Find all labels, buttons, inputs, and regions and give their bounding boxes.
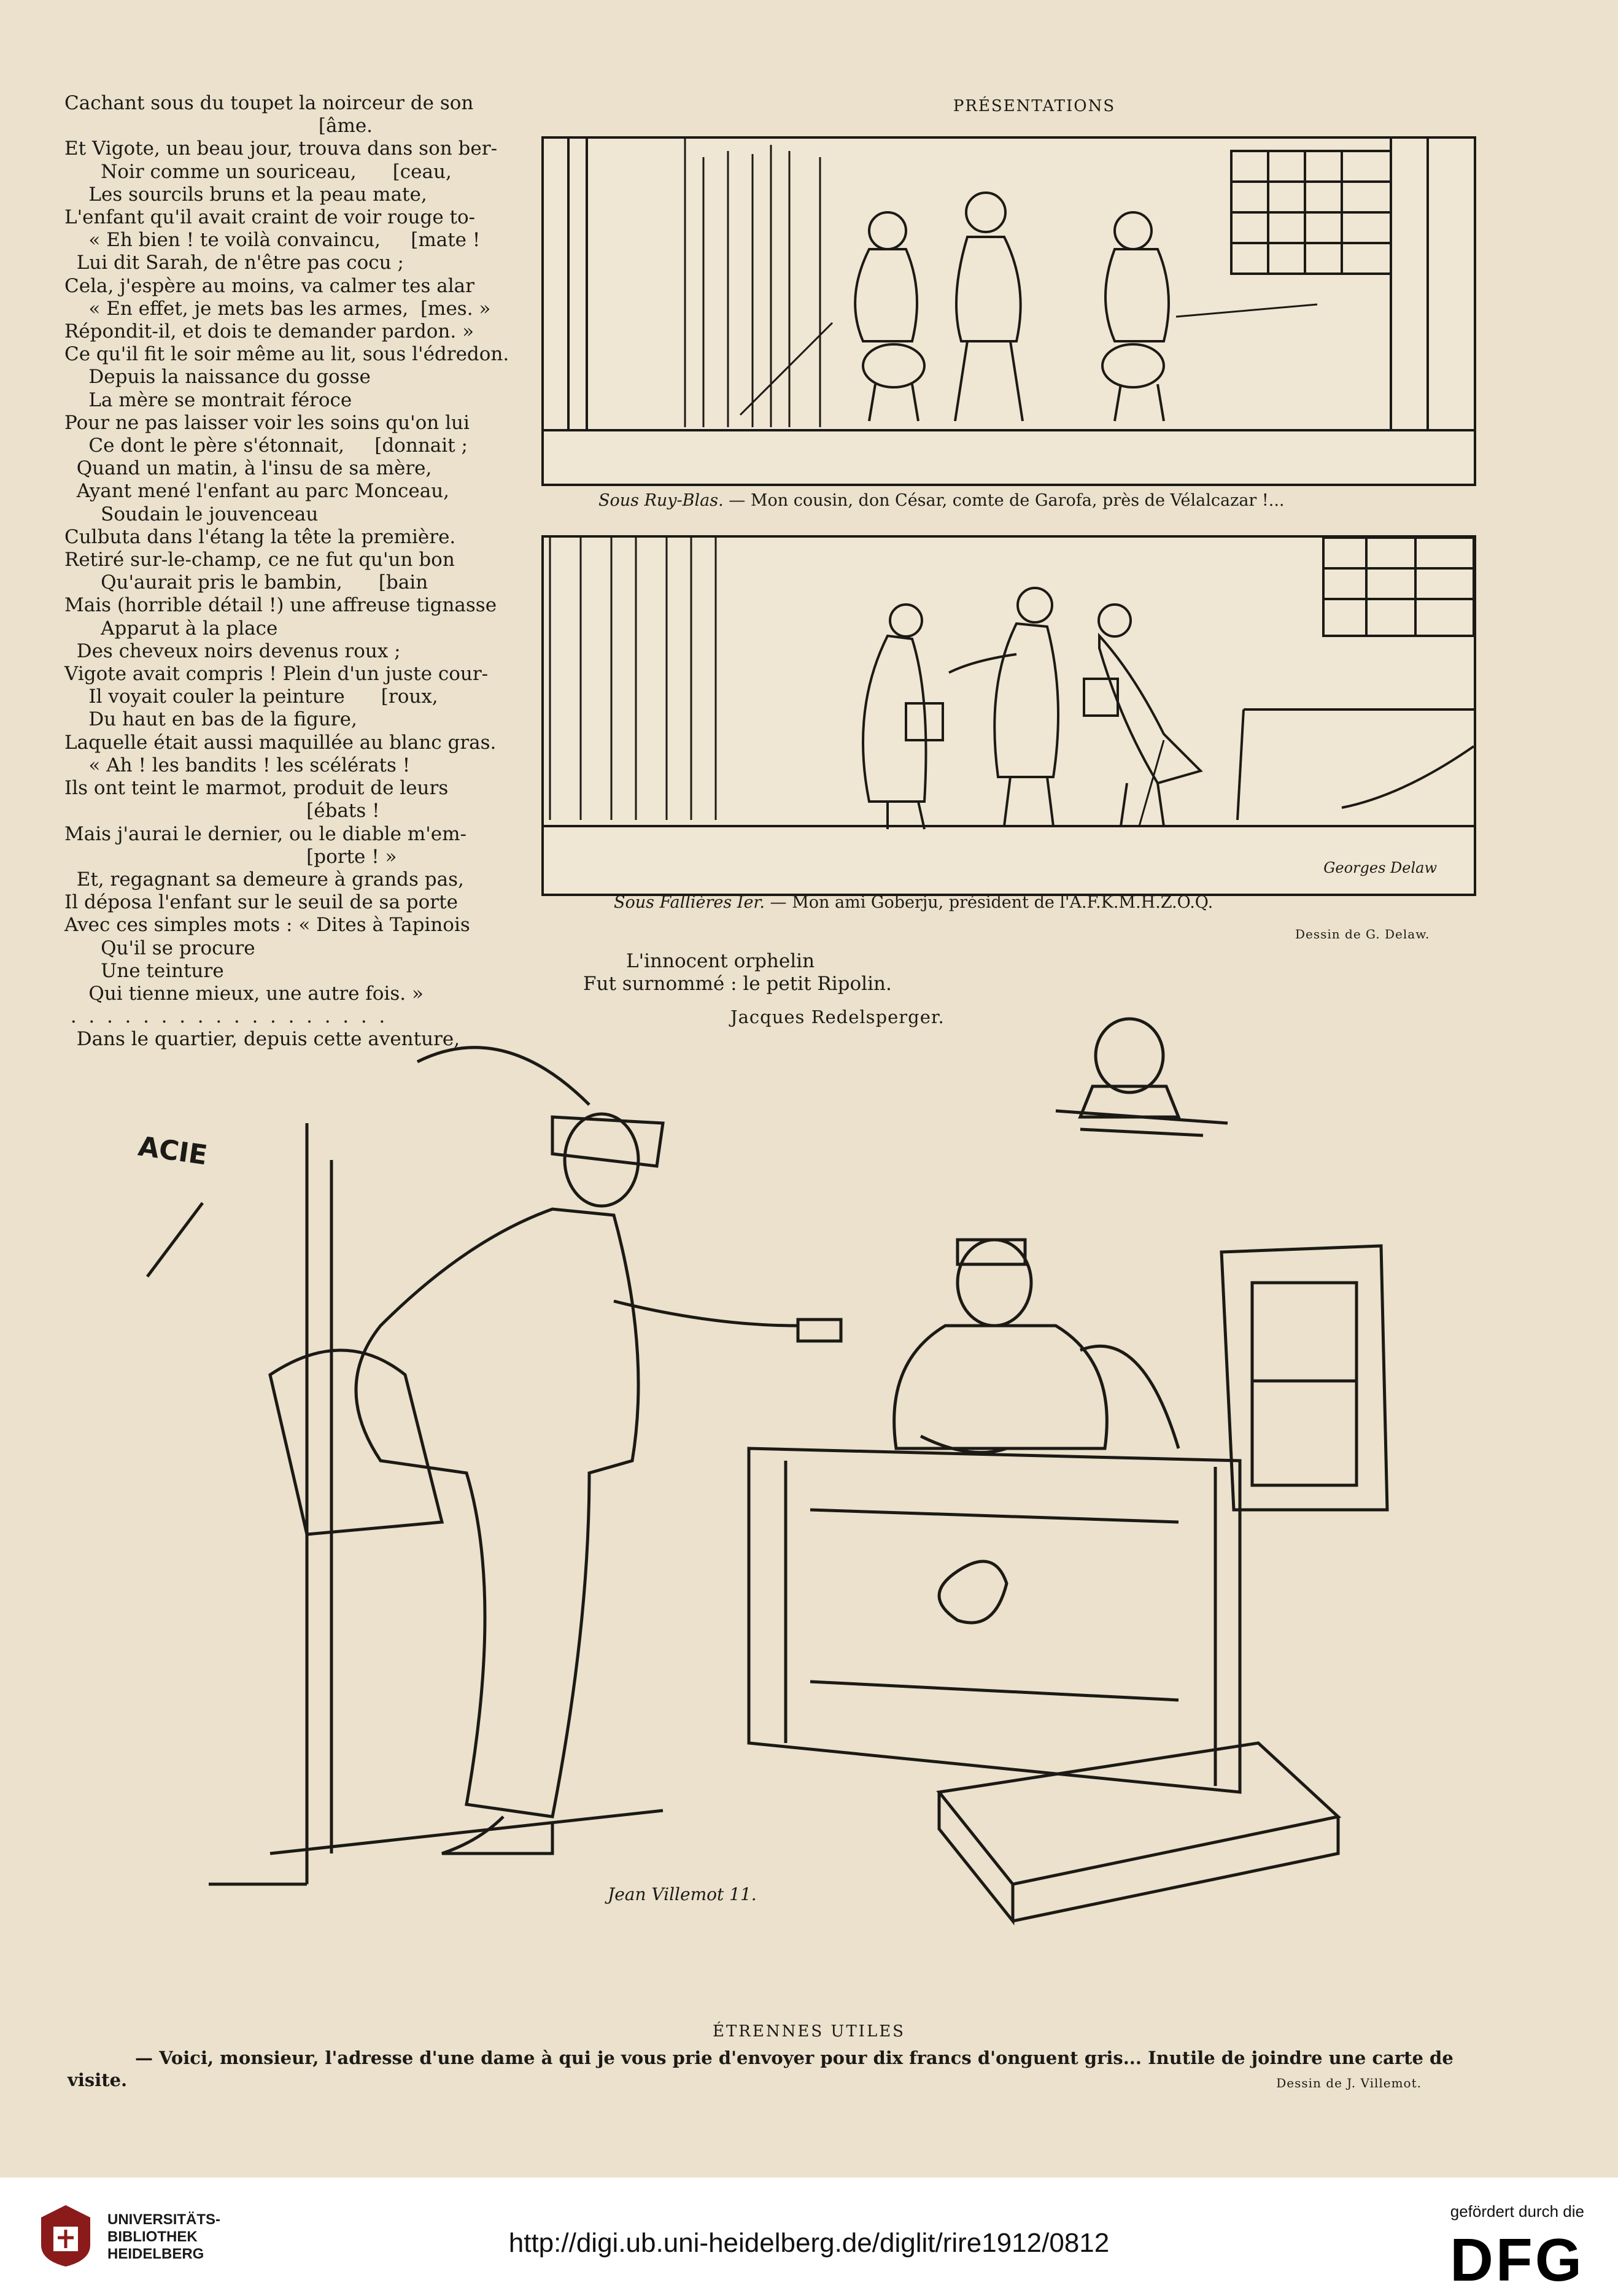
poem-line: . . . . . . . . . . . . . . . . . .: [64, 1005, 385, 1028]
poem-line: Une teinture: [64, 959, 224, 982]
poem-author: Jacques Redelsperger.: [730, 1007, 945, 1027]
poem-line: Du haut en bas de la figure,: [64, 708, 357, 731]
panel-1-drawing: [544, 139, 1474, 484]
poem-line: L'enfant qu'il avait craint de voir rouge to-: [64, 206, 476, 229]
poem-line: La mère se montrait féroce: [64, 388, 352, 411]
footer-bar: [0, 2178, 1618, 2296]
panel-2-caption-text: — Mon ami Goberju, président de l'A.F.K.M.H.Z.O.Q.: [764, 893, 1214, 912]
poem-line: Répondit-il, et dois te demander pardon. »: [64, 320, 474, 343]
poem-line: Avec ces simples mots : « Dites à Tapinois: [64, 914, 470, 937]
poem-line: Mais j'aurai le dernier, ou le diable m'em-: [64, 822, 466, 845]
poem-line: Ils ont teint le marmot, produit de leurs: [64, 777, 449, 800]
panel-2-signature: Georges Delaw: [1323, 859, 1437, 876]
poem-line: Cela, j'espère au moins, va calmer tes alar: [64, 274, 474, 297]
poem-ending-line-1: L'innocent orphelin: [626, 950, 815, 972]
poem-line: Laquelle était aussi maquillée au blanc gras.: [64, 731, 497, 754]
shop-window-letters: ACIE: [136, 1131, 209, 1172]
panel-2-caption: [614, 893, 1213, 912]
etrennes-title: ÉTRENNES UTILES: [712, 2022, 905, 2041]
poem-line: Dans le quartier, depuis cette aventure,: [64, 1028, 460, 1051]
funded-by-label: gefördert durch die: [1450, 2202, 1584, 2221]
poem-line: Et, regagnant sa demeure à grands pas,: [64, 868, 464, 891]
poem-line: Il déposa l'enfant sur le seuil de sa porte: [64, 891, 458, 914]
poem-line: « En effet, je mets bas les armes, [mes. »: [64, 297, 491, 320]
poem-line: Quand un matin, à l'insu de sa mère,: [64, 457, 432, 480]
poem-line: Qui tienne mieux, une autre fois. »: [64, 982, 424, 1005]
library-name-line-2: BIBLIOTHEK: [107, 2228, 198, 2245]
poem-line: [âme.: [64, 115, 373, 137]
etrennes-drawing: [123, 982, 1504, 2001]
poem-line: Apparut à la place: [64, 617, 278, 640]
poem-ending-line-2: Fut surnommé : le petit Ripolin.: [583, 973, 892, 995]
poem-line: Qu'aurait pris le bambin, [bain: [64, 571, 428, 594]
poem-column: [64, 92, 531, 1051]
poem-line: Des cheveux noirs devenus roux ;: [64, 640, 401, 662]
poem-line: Lui dit Sarah, de n'être pas cocu ;: [64, 252, 404, 274]
panel-credit: Dessin de G. Delaw.: [1295, 927, 1430, 941]
dfg-logo: DFG: [1450, 2226, 1584, 2294]
source-url[interactable]: http://digi.ub.uni-heidelberg.de/diglit/rire1912/0812: [508, 2228, 1110, 2258]
illustration-artist-signature: Jean Villemot 11.: [608, 1884, 757, 1904]
panel-1-caption-text: — Mon cousin, don César, comte de Garofa, près de Vélalcazar !...: [723, 491, 1285, 510]
section-title: PRÉSENTATIONS: [953, 97, 1116, 115]
etrennes-illustration: [123, 982, 1504, 2001]
library-name-line-3: HEIDELBERG: [107, 2246, 204, 2262]
cartoon-panel-1: [541, 136, 1476, 486]
library-name-line-1: UNIVERSITÄTS-: [107, 2211, 221, 2228]
poem-line: [porte ! »: [64, 845, 397, 868]
poem-line: Qu'il se procure: [64, 937, 255, 959]
poem-line: Cachant sous du toupet la noirceur de son: [64, 92, 474, 114]
etrennes-credit: Dessin de J. Villemot.: [1276, 2076, 1422, 2090]
poem-line: Il voyait couler la peinture [roux,: [64, 686, 438, 708]
poem-line: Noir comme un souriceau, [ceau,: [64, 160, 452, 183]
poem-line: [ébats !: [64, 800, 380, 822]
poem-line: Ce dont le père s'étonnait, [donnait ;: [64, 435, 468, 457]
poem-line: « Eh bien ! te voilà convaincu, [mate !: [64, 229, 481, 252]
poem-line: Et Vigote, un beau jour, trouva dans son ber-: [64, 137, 498, 160]
poem-line: Mais (horrible détail !) une affreuse tignasse: [64, 594, 497, 617]
poem-line: Depuis la naissance du gosse: [64, 366, 371, 388]
etrennes-caption-text: — Voici, monsieur, l'adresse d'une dame à qui je vous prie d'envoyer pour dix francs d'onguent gris... Inutile de joindre une carte de visite.: [68, 2047, 1453, 2090]
poem-line: Ayant mené l'enfant au parc Monceau,: [64, 480, 450, 503]
poem-line: Pour ne pas laisser voir les soins qu'on lui: [64, 411, 470, 434]
poem-line: Les sourcils bruns et la peau mate,: [64, 183, 427, 206]
panel-2-drawing: [544, 538, 1474, 894]
panel-2-caption-title: Sous Fallières Ier.: [614, 893, 765, 912]
poem-line: « Ah ! les bandits ! les scélérats !: [64, 754, 411, 776]
poem-line: Ce qu'il fit le soir même au lit, sous l'édredon.: [64, 343, 509, 366]
poem-line: Culbuta dans l'étang la tête la première.: [64, 525, 456, 548]
panel-1-caption-title: Sous Ruy-Blas.: [598, 491, 724, 510]
poem-line: Vigote avait compris ! Plein d'un juste cour-: [64, 663, 489, 686]
poem-line: Soudain le jouvenceau: [64, 503, 319, 525]
poem-line: Retiré sur-le-champ, ce ne fut qu'un bon: [64, 549, 455, 571]
cartoon-panel-2: [541, 535, 1476, 896]
panel-1-caption: [598, 491, 1285, 510]
